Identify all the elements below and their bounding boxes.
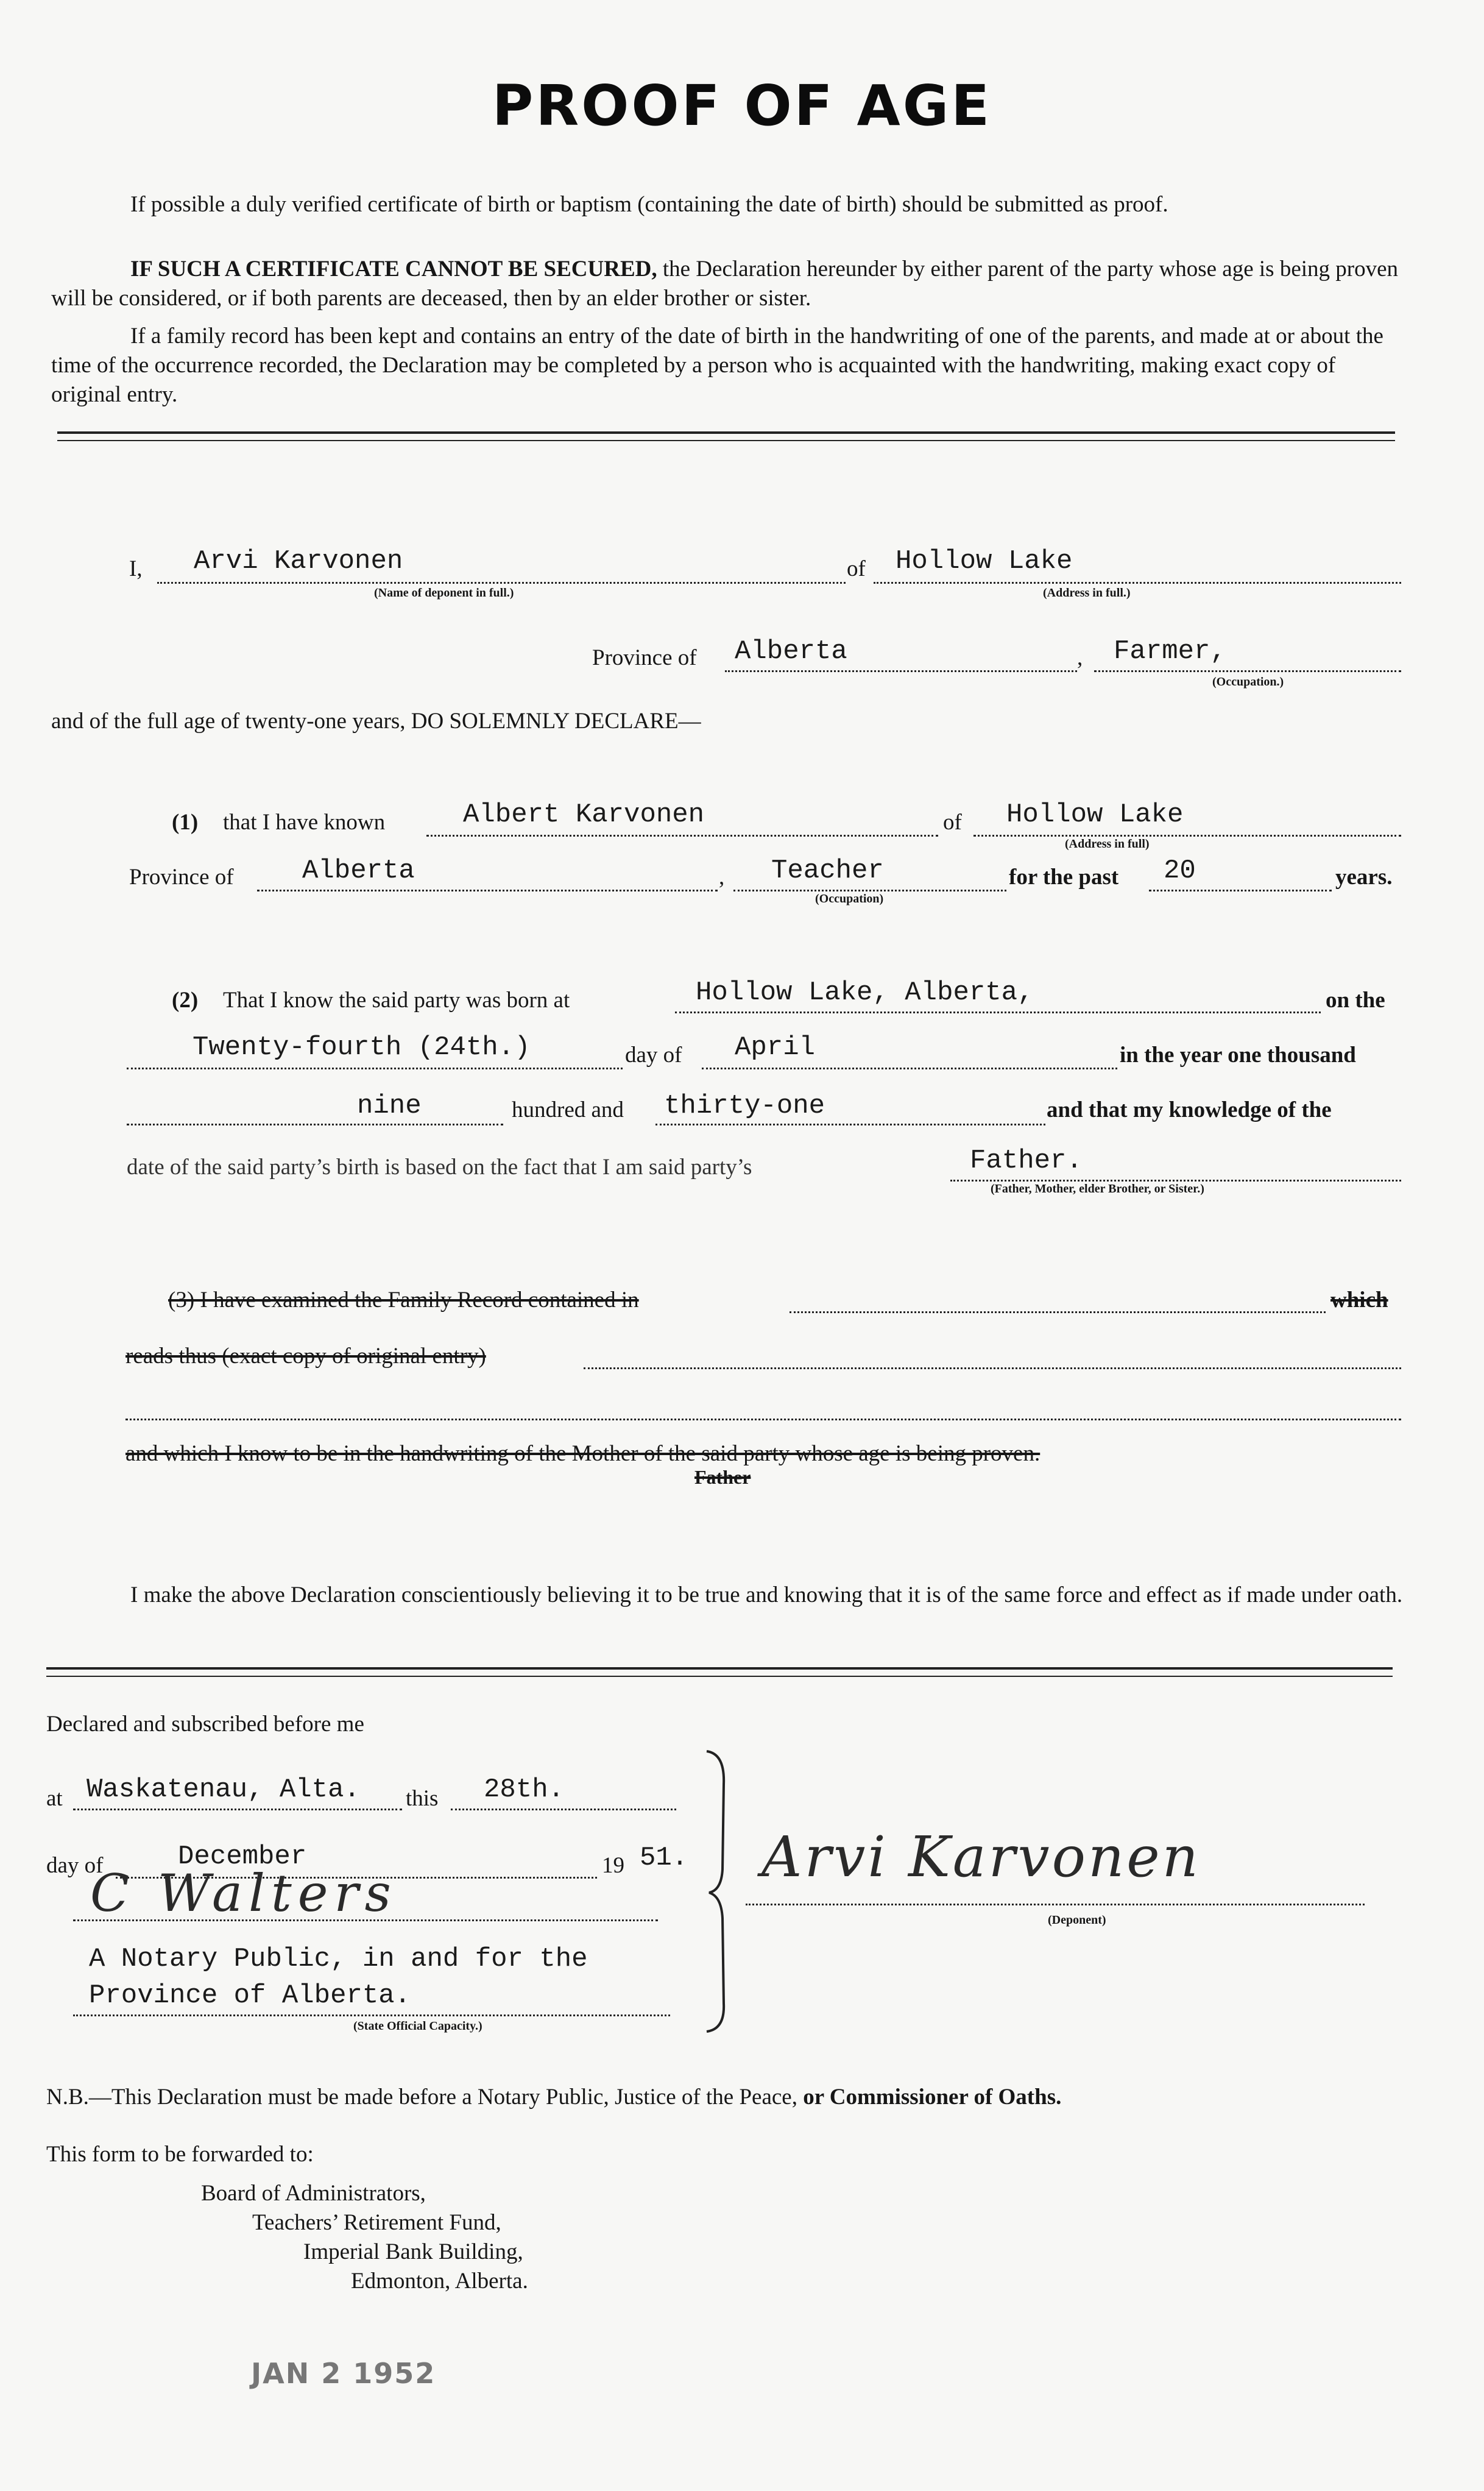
relation-caption: (Father, Mother, elder Brother, or Sister.) bbox=[991, 1182, 1204, 1196]
affirmation-text: I make the above Declaration conscientiously believing it to be true and knowing that it is of the same force and effect as if made under oath. bbox=[130, 1582, 1403, 1607]
occupation-line bbox=[1094, 670, 1401, 672]
year-prefix: 19 bbox=[602, 1853, 624, 1878]
province-line bbox=[725, 670, 1077, 672]
deponent-address-field[interactable]: Hollow Lake bbox=[896, 546, 1073, 576]
intro-bold-heading: IF SUCH A CERTIFICATE CANNOT BE SECURED, bbox=[130, 257, 657, 282]
province-label: Province of bbox=[592, 645, 697, 670]
nb-text: N.B.—This Declaration must be made before a Notary Public, Justice of the Peace, bbox=[46, 2085, 797, 2110]
comma: , bbox=[1077, 645, 1083, 670]
birth-month-field[interactable]: April bbox=[735, 1032, 816, 1063]
capacity-caption: (State Official Capacity.) bbox=[353, 2019, 482, 2033]
clause1-comma: , bbox=[719, 865, 725, 890]
divider-top-2 bbox=[57, 440, 1395, 441]
jurat-day-field[interactable]: 28th. bbox=[484, 1774, 565, 1805]
clause3-line1-dots bbox=[790, 1311, 1326, 1313]
solemn-declaration: and of the full age of twenty-one years, DO SOLEMNLY DECLARE— bbox=[51, 709, 701, 734]
notary-signature: C Walters bbox=[90, 1863, 397, 1923]
deponent-signature-line bbox=[746, 1904, 1365, 1905]
birth-year-tail-field[interactable]: thirty-one bbox=[664, 1091, 825, 1121]
year-one-thousand-label: in the year one thousand bbox=[1120, 1043, 1356, 1068]
intro-paragraph-2 bbox=[51, 255, 1405, 313]
deponent-caption: (Deponent) bbox=[1048, 1913, 1106, 1927]
intro-paragraph-1 bbox=[51, 190, 1405, 219]
intro-text-2: the Declaration hereunder by either parent of the party whose age is being proven will be considered, or if both parents are deceased, then by an elder brother or sister. bbox=[51, 257, 1399, 311]
jurat-place-line bbox=[73, 1809, 402, 1810]
address-line bbox=[874, 582, 1401, 584]
knowledge-label: and that my knowledge of the bbox=[1047, 1097, 1332, 1122]
deponent-signature: Arvi Karvonen bbox=[761, 1824, 1201, 1890]
birth-month-line bbox=[702, 1068, 1117, 1069]
declared-text: Declared and subscribed before me bbox=[46, 1712, 364, 1737]
jurat-day-line bbox=[451, 1809, 676, 1810]
jurat-place-field[interactable]: Waskatenau, Alta. bbox=[87, 1774, 360, 1805]
deponent-occupation-field[interactable]: Farmer, bbox=[1114, 636, 1226, 667]
this-label: this bbox=[406, 1786, 439, 1811]
affirmation bbox=[51, 1581, 1405, 1610]
jurat-month-field[interactable]: December bbox=[178, 1841, 307, 1872]
divider-bottom-1 bbox=[46, 1667, 1393, 1670]
clause3-line2: reads thus (exact copy of original entry) bbox=[125, 1344, 486, 1369]
notary-capacity-line2: Province of Alberta. bbox=[89, 1980, 411, 2011]
basis-text: date of the said party’s birth is based on the fact that I am said party’s bbox=[127, 1155, 752, 1180]
forward-label: This form to be forwarded to: bbox=[46, 2142, 314, 2167]
birthplace-line bbox=[675, 1012, 1321, 1013]
day-of-jurat-label: day of bbox=[46, 1853, 104, 1878]
birthplace-field[interactable]: Hollow Lake, Alberta, bbox=[696, 977, 1034, 1008]
deponent-name-field[interactable]: Arvi Karvonen bbox=[194, 546, 403, 576]
for-the-past-label: for the past bbox=[1009, 865, 1119, 890]
known-address-line bbox=[973, 835, 1401, 837]
known-person-province-field[interactable]: Alberta bbox=[302, 856, 415, 886]
nb-note bbox=[46, 2084, 1061, 2110]
birth-day-line bbox=[127, 1068, 623, 1069]
intro-text-1: If possible a duly verified certificate of birth or baptism (containing the date of birth) should be submitted as proof. bbox=[130, 192, 1168, 217]
notary-capacity-line1: A Notary Public, in and for the bbox=[89, 1944, 588, 1974]
clause2-number: (2) bbox=[172, 988, 199, 1013]
name-caption: (Name of deponent in full.) bbox=[374, 586, 514, 600]
years-known-field[interactable]: 20 bbox=[1164, 856, 1196, 886]
clause1-occupation-caption: (Occupation) bbox=[815, 892, 884, 905]
deponent-province-field[interactable]: Alberta bbox=[735, 636, 847, 667]
clause3-which: which bbox=[1330, 1288, 1388, 1313]
notary-signature-line bbox=[73, 1919, 658, 1921]
forward-line-3: Imperial Bank Building, bbox=[303, 2239, 523, 2264]
hundred-and-label: hundred and bbox=[512, 1097, 624, 1122]
hundreds-line bbox=[127, 1124, 503, 1125]
clause1-province-label: Province of bbox=[129, 865, 234, 890]
prefix-i: I, bbox=[129, 556, 143, 581]
clause3-line2-dots bbox=[584, 1367, 1401, 1369]
forward-line-1: Board of Administrators, bbox=[201, 2181, 426, 2206]
intro-text-3: If a family record has been kept and contains an entry of the date of birth in the handwriting of one of the parents, and made at or about the time of the occurrence recorded, the Declaration may be completed by a person who is acquainted with the handwriting, making exact copy of original entry. bbox=[51, 324, 1383, 407]
forward-line-2: Teachers’ Retirement Fund, bbox=[252, 2210, 501, 2235]
notary-capacity-line bbox=[73, 2014, 670, 2016]
bracket-brace bbox=[701, 1748, 737, 2034]
day-of-label: day of bbox=[625, 1043, 682, 1068]
form-title: PROOF OF AGE bbox=[492, 73, 992, 138]
divider-top-1 bbox=[57, 431, 1395, 434]
clause1-occupation-line bbox=[733, 890, 1006, 891]
clause1-of-label: of bbox=[943, 810, 962, 835]
clause3-line3: and which I know to be in the handwriting of the Mother of the said party whose age is being proven. bbox=[125, 1441, 1041, 1466]
known-person-line bbox=[426, 835, 938, 837]
years-line bbox=[1149, 890, 1332, 891]
years-label: years. bbox=[1335, 865, 1393, 890]
forward-line-4: Edmonton, Alberta. bbox=[351, 2269, 528, 2294]
year-tail-line bbox=[655, 1124, 1045, 1125]
nb-bold-text: or Commissioner of Oaths. bbox=[803, 2085, 1062, 2110]
of-label: of bbox=[847, 556, 866, 581]
clause1-province-line bbox=[257, 890, 718, 891]
intro-paragraph-3 bbox=[51, 322, 1405, 409]
clause3-blank-line bbox=[125, 1419, 1401, 1420]
divider-bottom-2 bbox=[46, 1676, 1393, 1677]
birth-day-field[interactable]: Twenty-fourth (24th.) bbox=[193, 1032, 531, 1063]
on-the-label: on the bbox=[1326, 988, 1385, 1013]
clause2-text: That I know the said party was born at bbox=[223, 988, 570, 1013]
received-date-stamp: JAN 2 1952 bbox=[251, 2357, 436, 2390]
address-caption: (Address in full.) bbox=[1043, 586, 1131, 600]
clause1-number: (1) bbox=[172, 810, 199, 835]
clause1-text: that I have known bbox=[223, 810, 386, 835]
relation-line bbox=[950, 1180, 1401, 1182]
clause1-address-caption: (Address in full) bbox=[1065, 837, 1150, 851]
jurat-year-field[interactable]: 51. bbox=[640, 1843, 688, 1873]
clause3-father-note: Father bbox=[694, 1466, 751, 1488]
known-person-address-field[interactable]: Hollow Lake bbox=[1006, 799, 1184, 830]
known-person-occupation-field[interactable]: Teacher bbox=[771, 856, 884, 886]
relation-field[interactable]: Father. bbox=[970, 1146, 1083, 1176]
name-line bbox=[157, 582, 846, 584]
birth-hundreds-field[interactable]: nine bbox=[357, 1091, 422, 1121]
occupation-caption: (Occupation.) bbox=[1212, 675, 1284, 689]
known-person-field[interactable]: Albert Karvonen bbox=[463, 799, 705, 830]
clause3-line1: (3) I have examined the Family Record contained in bbox=[168, 1288, 639, 1313]
at-label: at bbox=[46, 1786, 63, 1811]
